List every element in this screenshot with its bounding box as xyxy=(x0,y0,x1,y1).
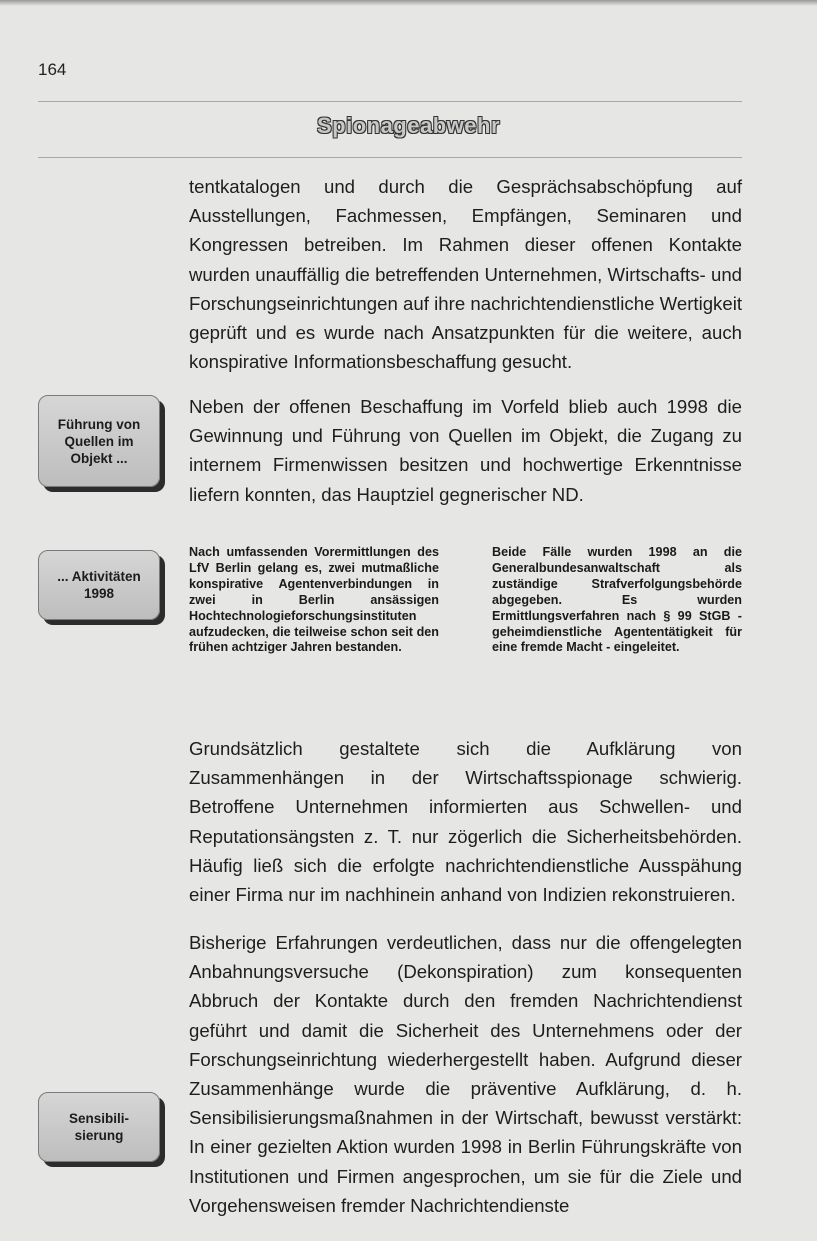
margin-note-line: Quellen im xyxy=(64,433,134,449)
margin-note-aktivitaeten xyxy=(38,550,160,620)
header-rule-bottom xyxy=(38,157,742,158)
paragraph-4: Bisherige Erfahrungen verdeutlichen, dass nur die offengelegten Anbahnungsversuche (Dekonspiration) zum konsequenten Abbruch der Kontakte durch den fremden Nachrichtendienst geführt und damit die Sicherheit des Unternehmens oder der Forschungseinrichtung wiederhergestellt haben. Aufgrund dieser Zusammenhänge wurde die präventive Aufklärung, d. h. Sensibilisierungsmaßnahmen in der Wirtschaft, bewusst verstärkt: In einer gezielten Aktion wurden 1998 in Berlin Führungskräfte von Institutionen und Firmen angesprochen, um sie für die Ziele und Vorgehensweisen fremder Nachrichtendienste xyxy=(189,932,742,1216)
case-column-right: Beide Fälle wurden 1998 an die Generalbundesanwaltschaft als zuständige Strafverfolgungsbehörde abgegeben. Es wurden Ermittlungsverfahren nach § 99 StGB - geheimdienstliche Agententätigkeit für eine fremde Macht - eingeleitet. xyxy=(492,545,742,655)
paragraph-2: Neben der offenen Beschaffung im Vorfeld blieb auch 1998 die Gewinnung und Führung von Quellen im Objekt, die Zugang zu internem Firmenwissen besitzen und hochwertige Erkenntnisse liefern konnten, das Hauptziel gegnerischer ND. xyxy=(189,396,742,505)
margin-note-line: Führung von xyxy=(57,416,141,432)
margin-note-sensibilisierung xyxy=(38,1092,160,1162)
scan-top-edge xyxy=(0,0,817,6)
margin-note-line: 1998 xyxy=(83,586,115,601)
header-rule-top xyxy=(38,101,742,102)
running-head: Spionageabwehr xyxy=(316,113,501,138)
margin-note-line: sierung xyxy=(74,1128,124,1143)
page-number: 164 xyxy=(38,60,67,79)
paragraph-1: tentkatalogen und durch die Gesprächsabschöpfung auf Ausstellungen, Fachmessen, Empfängen, Seminaren und Kongressen betreiben. Im Rahmen dieser offenen Kontakte wurden unauffällig die betreffenden Unternehmen, Wirtschafts- und Forschungseinrichtungen auf ihre nachrichtendienstliche Wertigkeit geprüft und es wurde nach Ansatzpunkten für die weitere, auch konspirative Informationsbeschaffung gesucht. xyxy=(189,176,742,373)
margin-note-line: Sensibili- xyxy=(68,1111,129,1126)
margin-note-quellen xyxy=(38,395,160,487)
margin-note-line: Objekt ... xyxy=(70,450,128,466)
paragraph-3: Grundsätzlich gestaltete sich die Aufklärung von Zusammenhängen in der Wirtschaftsspionage schwierig. Betroffene Unternehmen informierten aus Schwellen- und Reputationsängsten z. T. nur zögerlich die Sicherheitsbehörden. Häufig ließ sich die erfolgte nachrichtendienstliche Ausspähung einer Firma nur im nachhinein anhand von Indizien rekonstruieren. xyxy=(189,738,742,906)
margin-note-line: ... Aktivitäten xyxy=(57,569,141,584)
case-column-left: Nach umfassenden Vorermittlungen des LfV Berlin gelang es, zwei mutmaßliche konspirative Agentenverbindungen in zwei in Berlin ansässigen Hochtechnologieforschungsinstituten aufzudecken, die teilweise schon seit den frühen achtziger Jahren bestanden. xyxy=(189,545,439,655)
